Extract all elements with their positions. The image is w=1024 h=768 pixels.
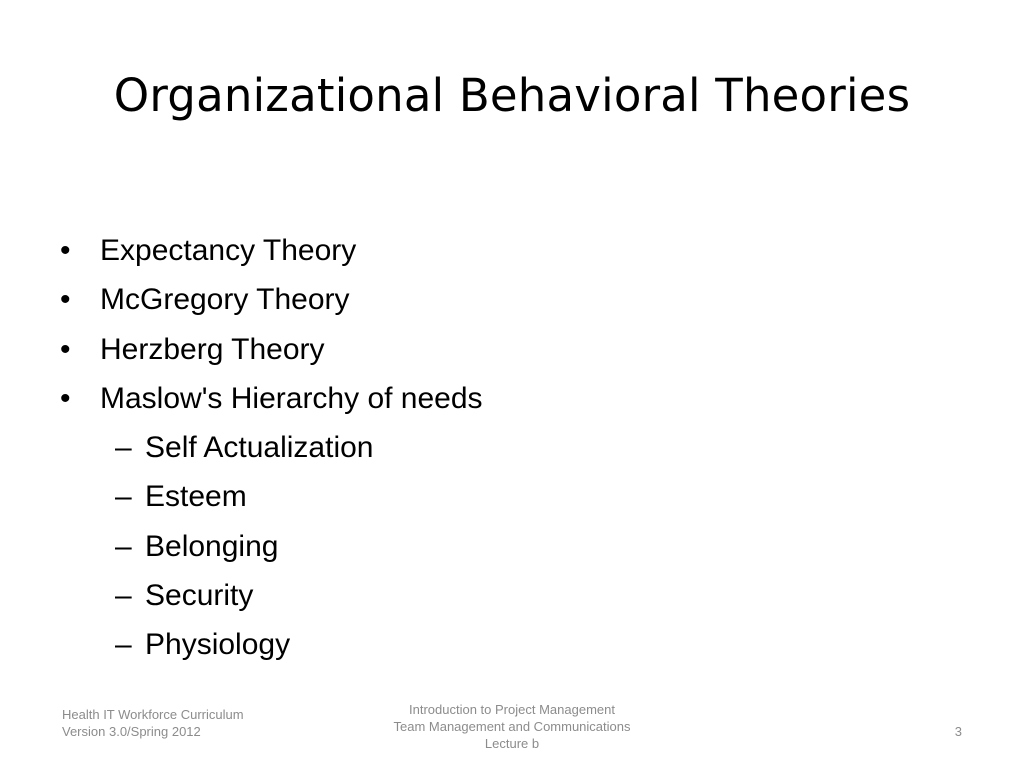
bullet-text: Maslow's Hierarchy of needs (100, 381, 483, 415)
sub-bullet-marker: – (115, 628, 132, 662)
footer-version: Version 3.0/Spring 2012 (62, 724, 201, 739)
sub-bullet-item (60, 571, 960, 620)
bullet-item (60, 226, 960, 275)
bullet-marker: • (60, 234, 71, 267)
sub-bullet-marker: – (115, 579, 132, 613)
bullet-text: McGregory Theory (100, 283, 350, 317)
sub-bullet-item (60, 472, 960, 521)
sub-bullet-marker: – (115, 431, 132, 465)
bullet-item (60, 374, 960, 423)
sub-bullet-text: Security (145, 579, 254, 613)
bullet-item (60, 325, 960, 374)
sub-bullet-text: Physiology (145, 628, 291, 662)
footer-unit-name: Team Management and Communications (393, 719, 631, 734)
bullet-list (60, 226, 960, 670)
sub-bullet-text: Esteem (145, 480, 247, 514)
footer-curriculum-info (62, 706, 244, 740)
page-number: 3 (954, 724, 962, 739)
footer-curriculum-name: Health IT Workforce Curriculum (62, 707, 244, 722)
sub-bullet-text: Belonging (145, 529, 279, 563)
sub-bullet-item (60, 423, 960, 472)
bullet-item (60, 275, 960, 324)
sub-bullet-item (60, 522, 960, 571)
sub-bullet-text: Self Actualization (145, 431, 374, 465)
sub-bullet-marker: – (115, 529, 132, 563)
bullet-text: Expectancy Theory (100, 234, 357, 267)
sub-bullet-item (60, 620, 960, 669)
bullet-text: Herzberg Theory (100, 332, 325, 366)
footer-lecture-info (362, 701, 662, 752)
bullet-marker: • (60, 283, 71, 317)
footer-lecture: Lecture b (484, 736, 540, 751)
sub-bullet-marker: – (115, 480, 132, 514)
bullet-marker: • (60, 381, 71, 415)
footer-course-name: Introduction to Project Management (409, 702, 615, 717)
bullet-marker: • (60, 332, 71, 366)
slide-title: Organizational Behavioral Theories (113, 69, 911, 122)
